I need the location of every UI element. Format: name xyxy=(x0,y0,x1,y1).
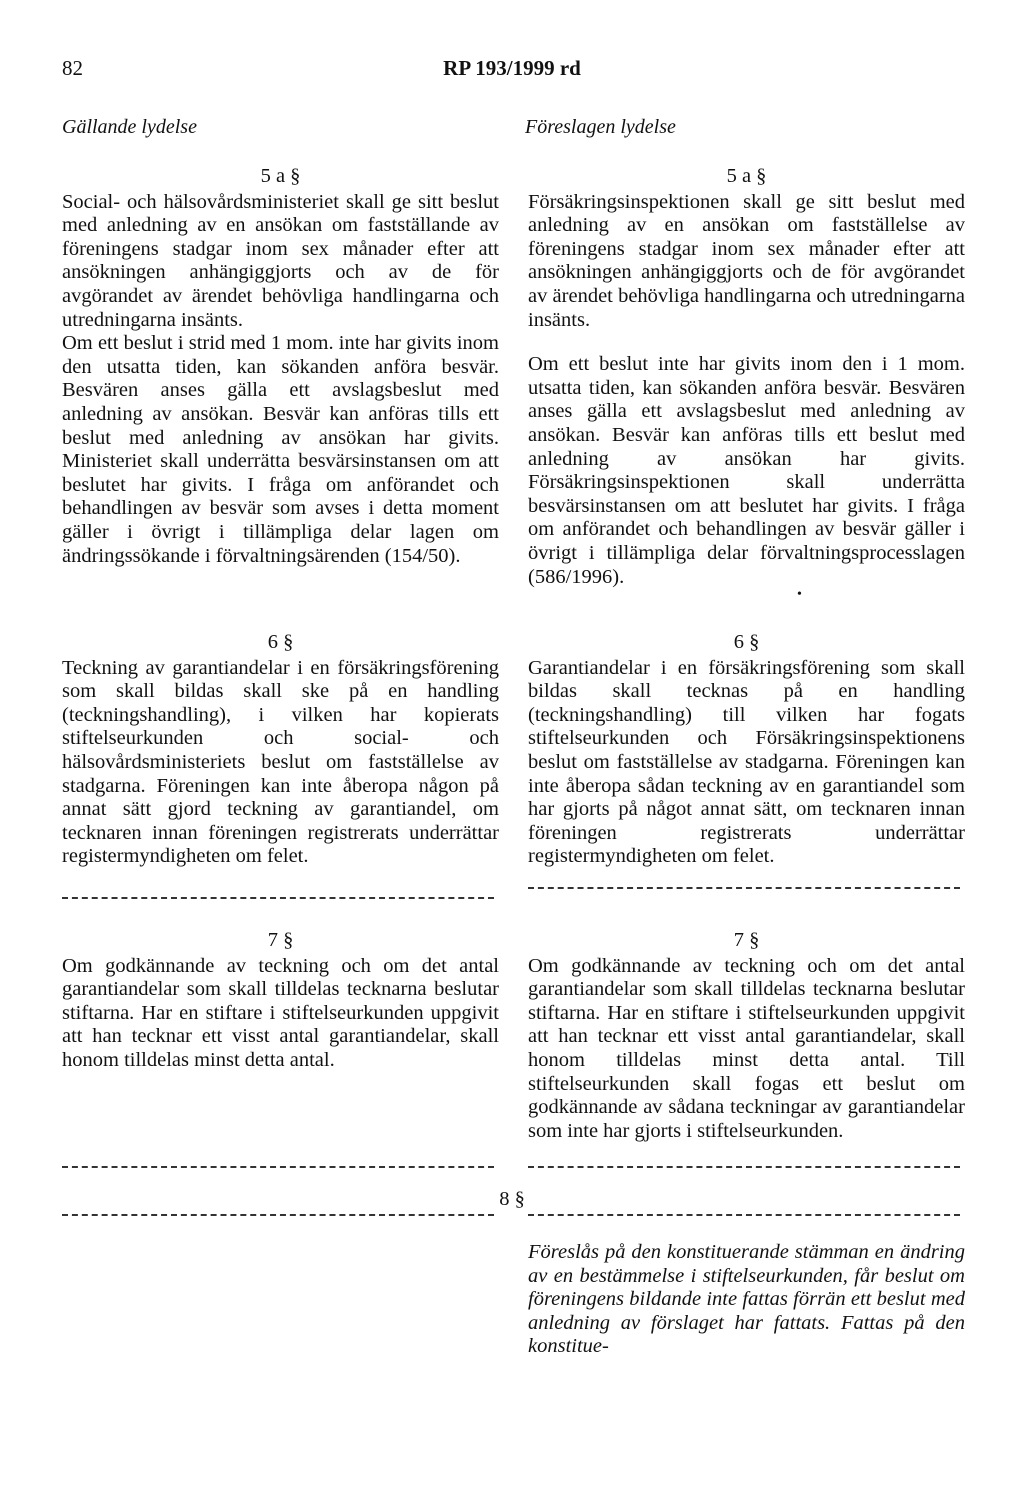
section-7-paragraph-1: Om godkännande av teckning och om det antal garantiandelar som skall tilldelas tecknarna beslutar stiftarna. Har en stiftare i stiftelseurkunden uppgivit att han tecknar ett visst antal garantiandelar, skall honom tilldelas minst detta antal. xyxy=(62,954,499,1071)
section-6-title: 6 § xyxy=(267,631,294,653)
section-5a-paragraph-2: Om ett beslut inte har givits inom den i 1 mom. utsatta tiden, kan sökanden anföra besvär. Besvären anses gälla ett avslagsbeslut med anledning av ansökan. Besvär kan anföras tills ett beslut med anledning av ansökan har givits. Försäkringsinspektionen skall underrätta besvärsinstansen om att beslutet har givits. I fråga om anförandet och behandlingen av besvär gäller i övrigt i tillämpliga delar förvaltningsprocesslagen (586/1996). xyxy=(528,353,965,588)
heading-current-wording: Gällande lydelse xyxy=(62,116,197,138)
section-8-paragraph-1: Föreslås på den konstituerande stämman en ändring av en bestämmelse i stiftelseurkunden, får beslut om föreningens bildande inte fattas förrän ett beslut med anledning av förslaget har fattats. Fattas på den konstitue- xyxy=(528,1241,965,1358)
section-5a-paragraph-2: Om ett beslut i strid med 1 mom. inte har givits inom den utsatta tiden, kan sökanden anföra besvär. Besvären anses gälla ett avslagsbeslut med anledning av ansökan. Besvär kan anföras tills ett beslut med anledning av ansökan har givits. Ministeriet skall underrätta besvärsinstansen om att beslutet har givits. I fråga om anförandet och behandlingen av besvär som avses i detta moment gäller i övrigt i tillämpliga delar lagen om ändringssökande i förvaltningsärenden (154/50). xyxy=(62,332,499,567)
section-5a-title: 5 a § xyxy=(726,165,767,187)
section-5a-paragraph-1: Social- och hälsovårdsministeriet skall ge sitt beslut med anledning av en ansökan om fastställande av föreningens stadgar inom sex månader efter att ansökningen anhängiggjorts och av de för avgörandet av ärendet behövliga handlingarna och utredningarna insänts. xyxy=(62,190,499,331)
omission-line xyxy=(62,1214,494,1216)
section-7-paragraph-1: Om godkännande av teckning och om det antal garantiandelar som skall tilldelas tecknarna beslutar stiftarna. Har en stiftare i stiftelseurkunden uppgivit att han tecknar ett visst antal garantiandelar, skall honom tilldelas minst detta antal. Till stiftelseurkunden skall fogas ett beslut om godkännande av sådana teckningar av garantiandelar som inte har gjorts i stiftelseurkunden. xyxy=(528,954,965,1142)
document-id: RP 193/1999 rd xyxy=(443,56,581,80)
section-6-title: 6 § xyxy=(733,631,760,653)
stray-mark: • xyxy=(797,587,802,602)
omission-line xyxy=(528,887,960,889)
current-section-7 xyxy=(62,929,499,1073)
proposed-section-8 xyxy=(528,1241,965,1359)
section-5a-paragraph-1: Försäkringsinspektionen skall ge sitt beslut med anledning av en ansökan om fastställelse av föreningens stadgar inom sex månader efter att ansökningen anhängiggjorts och de för avgörandet av ärendet behövliga handlingarna och utredningarna insänts. xyxy=(528,190,965,331)
proposed-section-7 xyxy=(528,929,965,1143)
section-6-paragraph-1: Garantiandelar i en försäkringsförening som skall bildas skall tecknas på en handling (teckningshandling) till vilken har fogats stiftelseurkunden och Försäkringsinspektionens beslut om fastställelse av stadgarna. Föreningen kan inte åberopa sådan teckning av en garantiandel som har gjorts på något annat sätt, om tecknaren innan föreningen registrerats underrättar registermyndigheten om felet. xyxy=(528,656,965,868)
section-7-title: 7 § xyxy=(267,929,294,951)
omission-line xyxy=(528,1214,960,1216)
section-5a-title: 5 a § xyxy=(260,165,301,187)
proposed-wording-column xyxy=(528,165,965,589)
proposed-section-6 xyxy=(528,631,965,869)
section-8-title: 8 § xyxy=(499,1188,525,1210)
section-6-paragraph-1: Teckning av garantiandelar i en försäkringsförening som skall bildas skall ske på en handling (teckningshandling), i vilken har kopierats stiftelseurkunden och social- och hälsovårdsministeriets beslut om fastställelse av stadgarna. Föreningen kan inte åberopa någon på annat sätt gjord teckning av garantiandel, om tecknaren innan föreningen registrerats underrättar registermyndigheten om felet. xyxy=(62,656,499,868)
omission-line xyxy=(62,897,494,899)
page-number: 82 xyxy=(62,56,83,80)
heading-proposed-wording: Föreslagen lydelse xyxy=(525,116,676,138)
section-7-title: 7 § xyxy=(733,929,760,951)
omission-line xyxy=(62,1166,494,1168)
current-section-6 xyxy=(62,631,499,869)
omission-line xyxy=(528,1166,960,1168)
current-wording-column xyxy=(62,165,499,568)
